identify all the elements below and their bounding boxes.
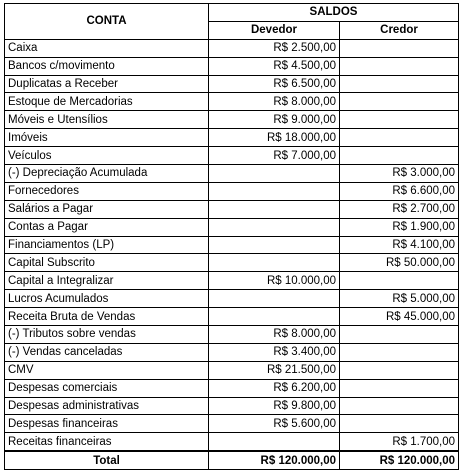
credit-value: [340, 326, 459, 344]
account-name: Lucros Acumulados: [5, 290, 209, 308]
table-row: [5, 165, 459, 183]
saldos-header: SALDOS: [209, 4, 459, 22]
table-row: [5, 75, 459, 93]
table-row: [5, 111, 459, 129]
credit-value: R$ 1.900,00: [340, 218, 459, 236]
debit-value: R$ 6.200,00: [209, 379, 340, 397]
credit-value: [340, 39, 459, 57]
total-credor: R$ 120.000,00: [340, 451, 459, 469]
credit-value: [340, 343, 459, 361]
table-row: [5, 200, 459, 218]
account-name: Receitas financeiras: [5, 433, 209, 451]
account-name: (-) Tributos sobre vendas: [5, 326, 209, 344]
debit-value: R$ 4.500,00: [209, 57, 340, 75]
credit-value: [340, 57, 459, 75]
table-row: [5, 236, 459, 254]
account-name: Despesas administrativas: [5, 397, 209, 415]
credor-header: Credor: [340, 21, 459, 39]
debit-value: [209, 236, 340, 254]
table-row: [5, 326, 459, 344]
debit-value: R$ 8.000,00: [209, 326, 340, 344]
account-name: Financiamentos (LP): [5, 236, 209, 254]
table-row: [5, 57, 459, 75]
account-name: Móveis e Utensílios: [5, 111, 209, 129]
total-devedor: R$ 120.000,00: [209, 451, 340, 469]
credit-value: [340, 111, 459, 129]
table-row: [5, 182, 459, 200]
table-row: [5, 397, 459, 415]
debit-value: R$ 18.000,00: [209, 129, 340, 147]
credit-value: R$ 3.000,00: [340, 165, 459, 183]
debit-value: [209, 200, 340, 218]
debit-value: [209, 308, 340, 326]
conta-header: CONTA: [5, 4, 209, 40]
debit-value: [209, 182, 340, 200]
credit-value: R$ 6.600,00: [340, 182, 459, 200]
credit-value: [340, 397, 459, 415]
account-name: CMV: [5, 361, 209, 379]
table-row: [5, 129, 459, 147]
debit-value: R$ 9.800,00: [209, 397, 340, 415]
account-name: Salários a Pagar: [5, 200, 209, 218]
table-row: [5, 218, 459, 236]
table-row: [5, 379, 459, 397]
table-row: [5, 39, 459, 57]
table-row: [5, 254, 459, 272]
account-name: Contas a Pagar: [5, 218, 209, 236]
debit-value: [209, 165, 340, 183]
table-row: [5, 361, 459, 379]
account-name: Estoque de Mercadorias: [5, 93, 209, 111]
account-name: Bancos c/movimento: [5, 57, 209, 75]
credit-value: R$ 2.700,00: [340, 200, 459, 218]
credit-value: [340, 147, 459, 165]
table-row: [5, 272, 459, 290]
credit-value: R$ 5.000,00: [340, 290, 459, 308]
debit-value: R$ 2.500,00: [209, 39, 340, 57]
table-row: [5, 433, 459, 451]
account-name: Capital Subscrito: [5, 254, 209, 272]
account-name: Fornecedores: [5, 182, 209, 200]
table-body: [5, 39, 459, 451]
balance-table: [4, 3, 459, 470]
debit-value: R$ 21.500,00: [209, 361, 340, 379]
credit-value: [340, 129, 459, 147]
credit-value: [340, 272, 459, 290]
account-name: Veículos: [5, 147, 209, 165]
trial-balance: [4, 3, 459, 470]
debit-value: R$ 5.600,00: [209, 415, 340, 433]
account-name: (-) Vendas canceladas: [5, 343, 209, 361]
debit-value: [209, 433, 340, 451]
credit-value: [340, 93, 459, 111]
table-row: [5, 343, 459, 361]
debit-value: R$ 6.500,00: [209, 75, 340, 93]
table-row: [5, 415, 459, 433]
table-row: [5, 308, 459, 326]
account-name: Duplicatas a Receber: [5, 75, 209, 93]
credit-value: R$ 1.700,00: [340, 433, 459, 451]
account-name: Receita Bruta de Vendas: [5, 308, 209, 326]
table-row: [5, 290, 459, 308]
credit-value: R$ 45.000,00: [340, 308, 459, 326]
account-name: Despesas financeiras: [5, 415, 209, 433]
debit-value: R$ 10.000,00: [209, 272, 340, 290]
credit-value: [340, 379, 459, 397]
account-name: Caixa: [5, 39, 209, 57]
debit-value: R$ 9.000,00: [209, 111, 340, 129]
account-name: Despesas comerciais: [5, 379, 209, 397]
debit-value: R$ 3.400,00: [209, 343, 340, 361]
credit-value: R$ 4.100,00: [340, 236, 459, 254]
credit-value: R$ 50.000,00: [340, 254, 459, 272]
debit-value: [209, 218, 340, 236]
account-name: (-) Depreciação Acumulada: [5, 165, 209, 183]
account-name: Imóveis: [5, 129, 209, 147]
debit-value: R$ 7.000,00: [209, 147, 340, 165]
account-name: Capital a Integralizar: [5, 272, 209, 290]
table-row: [5, 147, 459, 165]
debit-value: [209, 254, 340, 272]
devedor-header: Devedor: [209, 21, 340, 39]
credit-value: [340, 361, 459, 379]
credit-value: [340, 75, 459, 93]
total-label: Total: [5, 451, 209, 469]
debit-value: [209, 290, 340, 308]
credit-value: [340, 415, 459, 433]
debit-value: R$ 8.000,00: [209, 93, 340, 111]
table-row: [5, 93, 459, 111]
